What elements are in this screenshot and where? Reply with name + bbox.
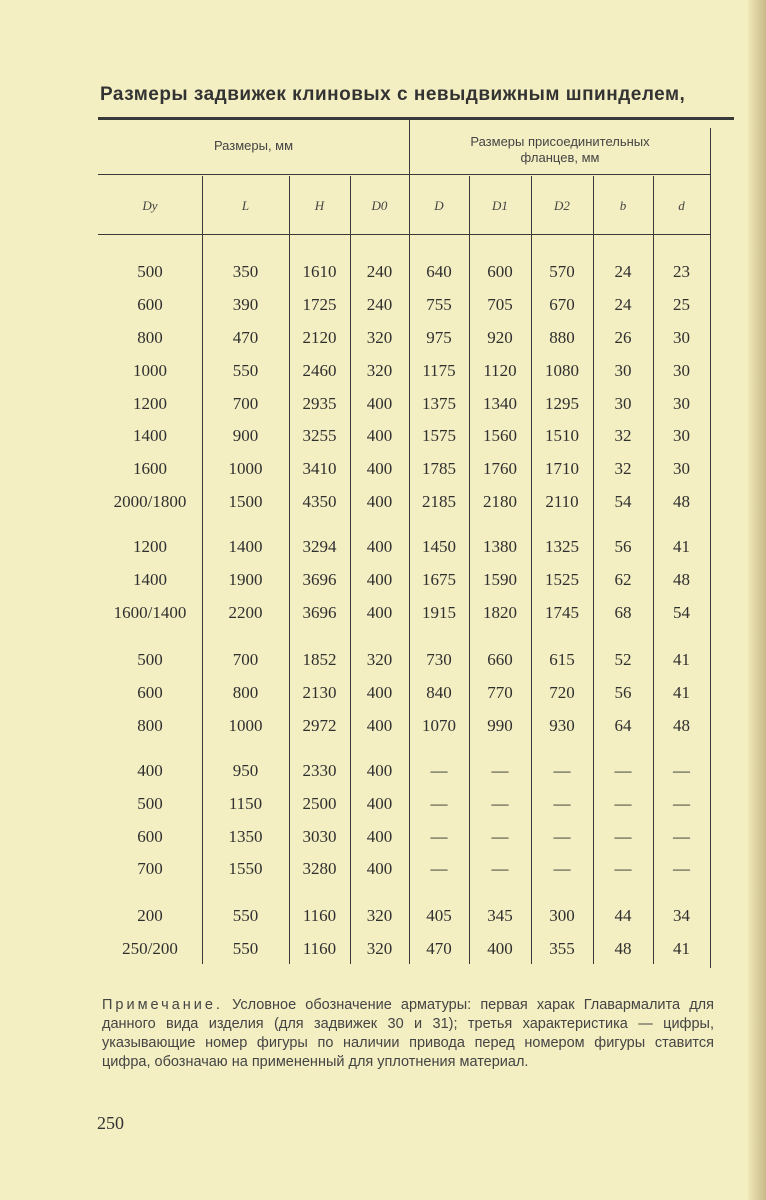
table-cell: 730 [426,650,452,669]
table-cell: 41 [673,939,690,958]
table-cell: 3280 [302,859,337,878]
table-cell: 48 [673,716,690,735]
table-cell: 56 [614,537,632,556]
table-cell: 500 [137,794,163,813]
table-cell: 1725 [302,295,337,314]
table-cell: 500 [137,650,163,669]
footnote-lead: Примечание. [102,997,223,1013]
table-cell: 2000/1800 [113,492,187,511]
top-rule [98,117,734,120]
table-cell: 26 [614,328,632,347]
col-header-d: d [678,198,685,213]
table-cell: 1510 [545,426,579,445]
table-cell: 350 [232,262,259,281]
table-cell: 41 [673,537,690,556]
table-cell: 1852 [302,650,337,669]
footnote-text: Условное обозначение арматуры: первая харак Главармалита для данного вида изделия (для задвижек 30 и 31); третья характеристика — цифры, указывающие номер фигуры по наличии привода перед номером фигуры ставится цифра, обозначаю на примененный для уплотнения материал. [102,997,714,1070]
table-cell: 400 [366,716,393,735]
table-cell: — [614,827,632,846]
table-cell: 600 [487,262,513,281]
table-cell: 3030 [302,827,337,846]
table-cell: 400 [366,394,393,413]
table-cell: 400 [137,761,163,780]
table-cell: 320 [366,906,393,925]
table-cell: — [430,761,448,780]
table-cell: 570 [549,262,575,281]
table-cell: 44 [614,906,632,925]
col-header-Dy: Dу [142,198,158,213]
table-cell: 1340 [483,394,517,413]
table-cell: 3696 [302,570,337,589]
table-cell: 900 [232,426,259,445]
table-cell: 345 [487,906,513,925]
table-cell: 1560 [483,426,517,445]
table-cell: — [614,794,632,813]
table-cell: 1400 [133,426,167,445]
table-cell: — [614,761,632,780]
table-cell: 56 [614,683,632,702]
table-cell: 1450 [422,537,456,556]
table-cell: 2120 [302,328,337,347]
table-cell: 720 [549,683,575,702]
group-header-dimensions: Размеры, мм [213,138,294,153]
table-cell: 355 [549,939,575,958]
table-cell: 300 [549,906,575,925]
table-cell: 1000 [133,361,167,380]
table-cell: 30 [673,328,690,347]
table-cell: 400 [366,492,393,511]
table-cell: 2130 [302,683,337,702]
table-cell: — [491,794,509,813]
table-cell: 30 [673,394,690,413]
table-cell: 1745 [545,603,579,622]
table-cell: 615 [549,650,575,669]
table-cell: — [553,827,571,846]
table-cell: 30 [614,361,632,380]
table-cell: 32 [614,426,632,445]
table-cell: 600 [137,683,163,702]
table-cell: — [491,859,509,878]
col-header-D: D [434,198,444,213]
table-cell: 670 [549,295,575,314]
table-cell: — [553,761,571,780]
table-cell: 400 [366,827,393,846]
table-cell: — [553,794,571,813]
table-cell: 1900 [228,570,263,589]
table-cell: 800 [232,683,259,702]
table-cell: 930 [549,716,575,735]
table-cell: — [491,827,509,846]
table-cell: 400 [366,683,393,702]
table-cell: 1325 [545,537,579,556]
table-cell: 2500 [302,794,337,813]
table-cell: 1295 [545,394,579,413]
table-cell: 1080 [545,361,579,380]
table-cell: 3255 [302,426,337,445]
table-cell: 400 [366,761,393,780]
table-cell: 1200 [133,537,167,556]
table-cell: 30 [673,459,690,478]
table-cell: 32 [614,459,632,478]
table-cell: 2935 [302,394,337,413]
table-cell: 30 [614,394,632,413]
table-cell: 640 [426,262,452,281]
page-edge [748,0,766,1200]
table-cell: 1820 [483,603,517,622]
table-cell: 1600 [133,459,167,478]
table-cell: 1000 [228,716,263,735]
table-cell: 1525 [545,570,579,589]
table-cell: 600 [137,827,163,846]
table-cell: 64 [614,716,632,735]
table-cell: 25 [673,295,690,314]
col-header-D0: D0 [371,198,388,213]
divider-right [710,128,711,968]
table-cell: 54 [614,492,632,511]
table-cell: 770 [487,683,513,702]
table-cell: 470 [232,328,259,347]
table-cell: 48 [673,492,690,511]
header-bottom-rule [98,234,710,235]
col-header-H: H [314,198,325,213]
table-cell: 2110 [545,492,579,511]
table-cell: 1575 [422,426,456,445]
table-cell: — [430,794,448,813]
table-cell: 400 [366,859,393,878]
table-cell: 400 [366,537,393,556]
table-cell: 54 [673,603,690,622]
table-cell: 250/200 [122,939,178,958]
group-header-flange-line2: фланцев, мм [520,150,600,165]
footnote [102,996,714,1072]
table-cell: 320 [366,650,393,669]
table-cell: 550 [232,939,259,958]
table-cell: 920 [487,328,513,347]
table-cell: 2185 [422,492,456,511]
table-cell: 1590 [483,570,517,589]
table-cell: 3696 [302,603,337,622]
table-cell: 950 [232,761,259,780]
table-cell: 48 [614,939,632,958]
table-cell: 2330 [302,761,337,780]
table-cell: 755 [426,295,452,314]
header-mid-rule [98,174,710,175]
table-cell: 400 [366,570,393,589]
table-cell: 4350 [302,492,337,511]
table-cell: 1000 [228,459,263,478]
table-cell: 1400 [228,537,263,556]
table-cell: 1760 [483,459,517,478]
table-cell: 3410 [302,459,337,478]
table-cell: 600 [137,295,163,314]
table-cell: 1400 [133,570,167,589]
table-cell: 41 [673,650,690,669]
table-cell: 34 [673,906,690,925]
table-cell: 700 [232,650,259,669]
table-cell: 68 [614,603,632,622]
table-cell: 1500 [228,492,263,511]
table-cell: 800 [137,328,163,347]
col-header-D2: D2 [554,198,570,213]
table-cell: 2460 [302,361,337,380]
table-cell: 240 [366,295,393,314]
table-cell: 200 [137,906,163,925]
table-cell: — [491,761,509,780]
table-cell: 23 [673,262,690,281]
table-cell: 24 [614,295,632,314]
table-cell: 1160 [302,939,337,958]
table-cell: 30 [673,361,690,380]
table-cell: 990 [487,716,513,735]
table-cell: 1120 [483,361,517,380]
table-cell: 1070 [422,716,456,735]
table-cell: 705 [487,295,513,314]
table-cell: 400 [487,939,513,958]
table-cell: 48 [673,570,690,589]
table-cell: 400 [366,794,393,813]
table-cell: 320 [366,939,393,958]
table-cell: — [430,827,448,846]
table-cell: 840 [426,683,452,702]
table-cell: 800 [137,716,163,735]
table-cell: — [553,859,571,878]
table-cell: 1600/1400 [113,603,187,622]
table-cell: 1610 [302,262,337,281]
table-cell: 2200 [228,603,263,622]
table-cell: 41 [673,683,690,702]
table-cell: 1160 [302,906,337,925]
table-cell: 3294 [302,537,337,556]
table-cell: 550 [232,906,259,925]
table-cell: 1550 [228,859,263,878]
table-cell: — [673,761,690,780]
table-cell: 30 [673,426,690,445]
table-cell: 1785 [422,459,456,478]
table-cell: 2972 [302,716,337,735]
table-cell: 405 [426,906,452,925]
table-cell: 470 [426,939,452,958]
table-cell: 1915 [422,603,456,622]
table-cell: 320 [366,328,393,347]
col-header-D1: D1 [492,198,508,213]
col-header-L: L [241,198,250,213]
table-cell: 975 [426,328,452,347]
table-cell: 550 [232,361,259,380]
table-cell: 1350 [228,827,263,846]
table-cell: 400 [366,459,393,478]
table-cell: 1675 [422,570,456,589]
table-cell: 320 [366,361,393,380]
table-cell: — [614,859,632,878]
table-cell: — [430,859,448,878]
table-cell: — [673,827,690,846]
table-cell: 1380 [483,537,517,556]
table-cell: 390 [232,295,259,314]
table-cell: 880 [549,328,575,347]
table-cell: 1200 [133,394,167,413]
page-number: 250 [97,1113,124,1133]
table-cell: 400 [366,426,393,445]
group-header-flange-line1: Размеры присоединительных [470,134,650,149]
table-cell: 1710 [545,459,579,478]
table-cell: — [673,794,690,813]
table-cell: 52 [614,650,632,669]
table-cell: 24 [614,262,632,281]
table-cell: 62 [614,570,632,589]
table-cell: 2180 [483,492,517,511]
col-header-b: b [619,198,627,213]
table-cell: 660 [487,650,513,669]
table-cell: 1175 [422,361,456,380]
table-cell: 1375 [422,394,456,413]
table-cell: 500 [137,262,163,281]
table-title: Размеры задвижек клиновых с невыдвижным шпинделем, [100,84,686,105]
table-cell: 700 [137,859,163,878]
table-cell: — [673,859,690,878]
table-cell: 240 [366,262,393,281]
table-cell: 700 [232,394,259,413]
table-cell: 400 [366,603,393,622]
table-cell: 1150 [228,794,263,813]
